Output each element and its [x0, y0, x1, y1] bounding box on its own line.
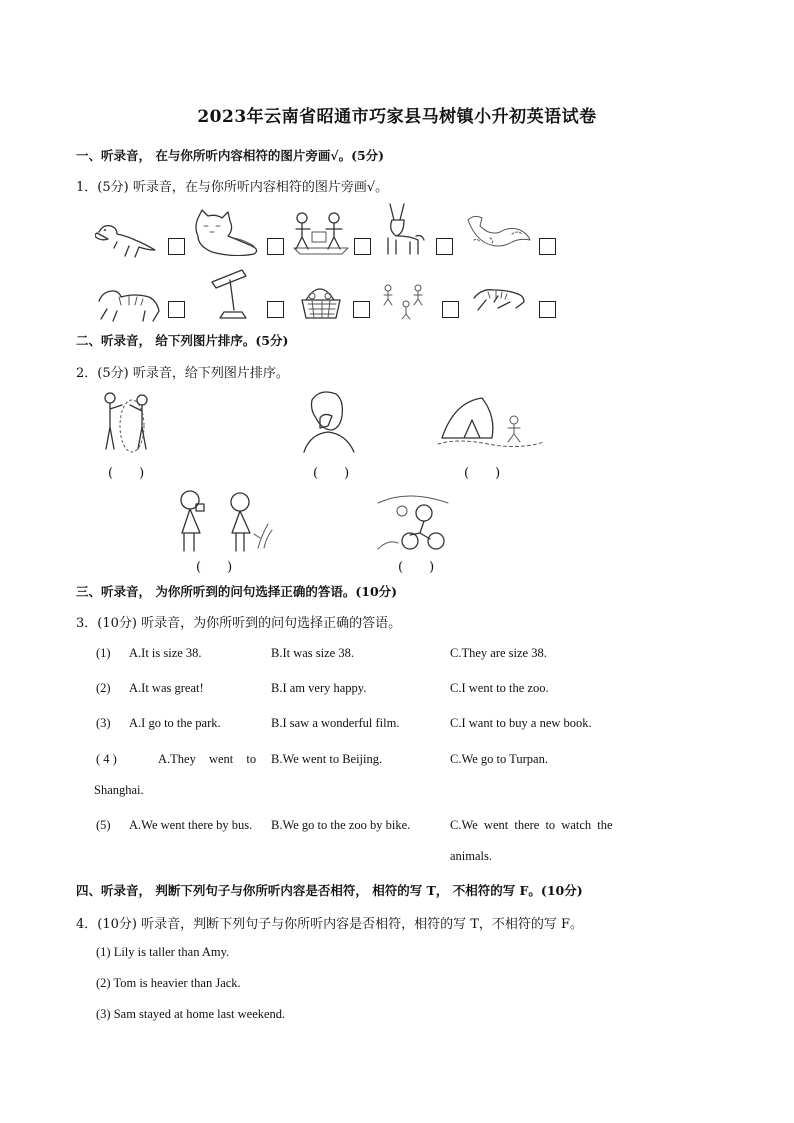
donkey-picture [376, 202, 430, 256]
two-people-talking-picture [98, 390, 160, 456]
cat-picture [192, 208, 262, 256]
camping-picture [436, 392, 546, 454]
q1-checkbox-3[interactable] [354, 238, 371, 255]
q1-checkbox-4[interactable] [436, 238, 453, 255]
q2-order-blank-1[interactable]: ( ) [108, 466, 145, 481]
lamp-picture [208, 268, 258, 322]
q2-order-blank-3[interactable]: ( ) [464, 466, 501, 481]
q1-checkbox-6[interactable] [168, 301, 185, 318]
leaping-tiger-picture [472, 284, 526, 314]
q3-item-3-option-a[interactable]: A.I go to the park. [129, 716, 221, 730]
page-title: 2023年云南省昭通市巧家县马树镇小升初英语试卷 [197, 107, 597, 127]
q3-item-5-option-c-continued: animals. [450, 849, 493, 863]
section-heading-2: 二、听录音， 给下列图片排序。(5分) [76, 333, 289, 348]
q3-item-1-option-b[interactable]: B.It was size 38. [271, 646, 354, 660]
man-sneezing-picture [294, 388, 366, 454]
q3-item-4-option-b[interactable]: B.We went to Beijing. [271, 752, 383, 766]
dragon-picture [462, 210, 534, 254]
q3-item-1-number: (1) [96, 646, 111, 660]
q3-item-3-number: (3) [96, 716, 111, 730]
question-2-prompt: 2．(5分) 听录音，给下列图片排序。 [76, 366, 289, 381]
q3-item-2-option-c[interactable]: C.I went to the zoo. [450, 681, 549, 695]
q3-item-2-option-b[interactable]: B.I am very happy. [271, 681, 367, 695]
question-4-prompt: 4．(10分) 听录音，判断下列句子与你所听内容是否相符，相符的写 T，不相符的写 F。 [76, 917, 584, 932]
q3-item-1-option-a[interactable]: A.It is size 38. [129, 646, 202, 660]
dinosaur-picture [95, 218, 159, 258]
q3-item-4-option-a[interactable]: A.They went to [158, 752, 257, 766]
q1-checkbox-8[interactable] [353, 301, 370, 318]
q3-item-3-option-c[interactable]: C.I want to buy a new book. [450, 716, 592, 730]
q1-checkbox-7[interactable] [267, 301, 284, 318]
q1-checkbox-1[interactable] [168, 238, 185, 255]
q2-order-blank-5[interactable]: ( ) [398, 560, 435, 575]
tiger-picture [95, 283, 161, 323]
q3-item-2-number: (2) [96, 681, 111, 695]
kids-running-picture [378, 282, 436, 320]
question-1-prompt: 1．(5分) 听录音，在与你所听内容相符的图片旁画√。 [76, 180, 389, 195]
q3-item-5-option-c[interactable]: C.We went there to watch the [450, 818, 613, 832]
girls-taking-photo-picture [168, 488, 280, 554]
q3-item-4-option-c[interactable]: C.We go to Turpan. [450, 752, 548, 766]
q4-statement-3: (3) Sam stayed at home last weekend. [96, 1007, 286, 1021]
q1-checkbox-2[interactable] [267, 238, 284, 255]
q3-item-4-option-a-continued: Shanghai. [94, 783, 144, 797]
q4-statement-1: (1) Lily is taller than Amy. [96, 945, 230, 959]
question-3-prompt: 3．(10分) 听录音，为你所听到的问句选择正确的答语。 [76, 616, 402, 631]
q3-item-5-option-a[interactable]: A.We went there by bus. [129, 818, 253, 832]
section-heading-1: 一、听录音， 在与你所听内容相符的图片旁画√。(5分) [76, 148, 385, 163]
q3-item-4-number: ( 4 ) [96, 752, 117, 766]
q2-order-blank-4[interactable]: ( ) [196, 560, 233, 575]
q3-item-1-option-c[interactable]: C.They are size 38. [450, 646, 547, 660]
section-heading-4: 四、听录音， 判断下列句子与你所听内容是否相符， 相符的写 T， 不相符的写 F。(10分) [76, 883, 583, 898]
q1-checkbox-5[interactable] [539, 238, 556, 255]
q4-statement-2: (2) Tom is heavier than Jack. [96, 976, 241, 990]
q1-checkbox-10[interactable] [539, 301, 556, 318]
q3-item-5-number: (5) [96, 818, 111, 832]
q1-checkbox-9[interactable] [442, 301, 459, 318]
cycling-picture [376, 487, 450, 555]
q3-item-3-option-b[interactable]: B.I saw a wonderful film. [271, 716, 400, 730]
q3-item-5-option-b[interactable]: B.We go to the zoo by bike. [271, 818, 411, 832]
basket-picture [298, 282, 344, 322]
q2-order-blank-2[interactable]: ( ) [313, 466, 350, 481]
section-heading-3: 三、听录音， 为你所听到的问句选择正确的答语。(10分) [76, 584, 398, 599]
q3-item-2-option-a[interactable]: A.It was great! [129, 681, 204, 695]
shopping-people-picture [290, 210, 352, 256]
